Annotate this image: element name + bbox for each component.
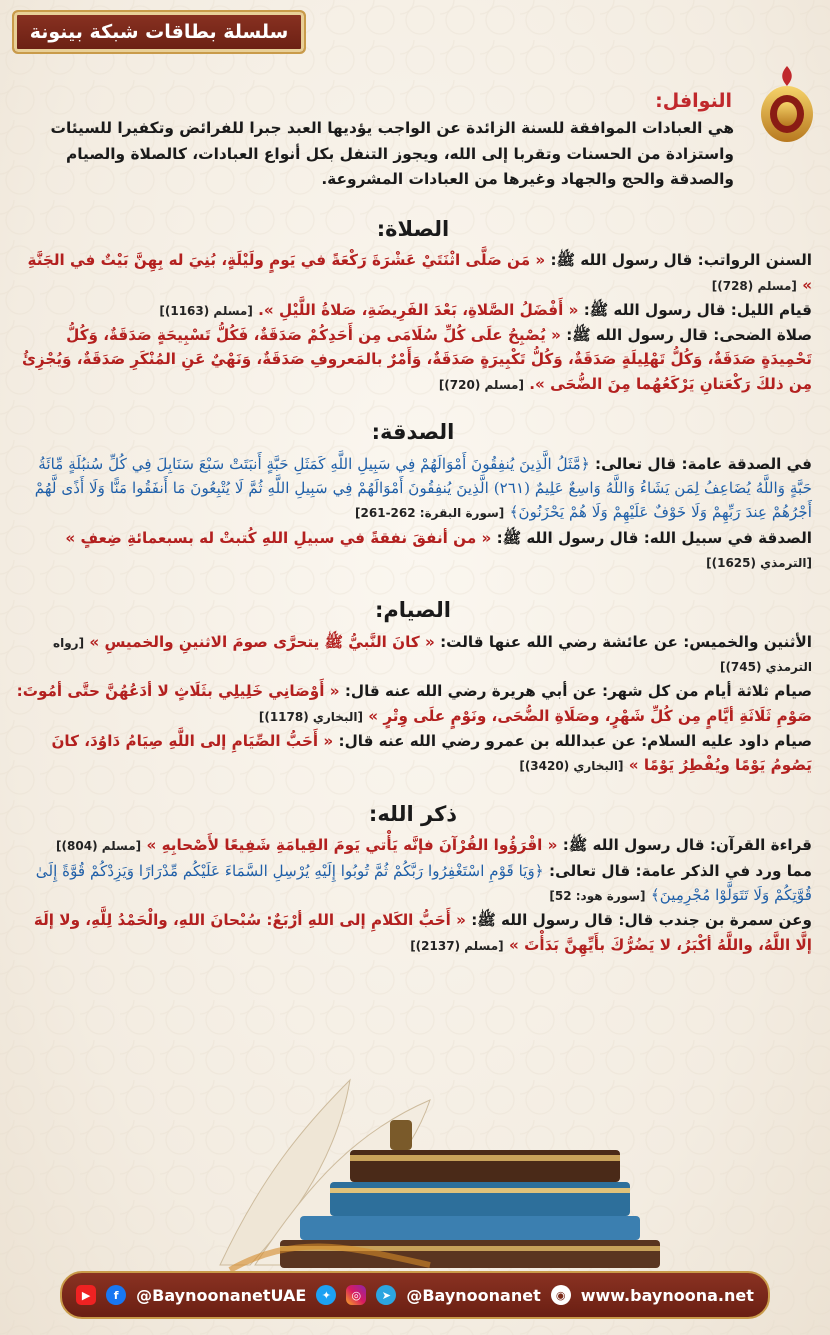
footer-handle[interactable]: @Baynoonanet xyxy=(406,1285,541,1305)
intro-body: هي العبادات الموافقة للسنة الزائدة عن الواجب يؤديها العبد جبرا للفرائض وتكفيرا للسيئات واستزادة من الحسنات وتقربا إلى الله، ويجوز التنفل بكل أنواع العبادات، كالصلاة والصيام والصدقة والحج والجهاد وغيرها من العبادات المشروعة. xyxy=(50,119,734,189)
series-title: سلسلة بطاقات شبكة بينونة xyxy=(29,21,289,43)
section-title-dhikr: ذكر الله: xyxy=(368,801,458,826)
content xyxy=(14,86,812,958)
footer-handle-uae[interactable]: @BaynoonanetUAE xyxy=(136,1285,307,1305)
section-title-fasting: الصيام: xyxy=(374,598,452,623)
section-title-charity: الصدقة: xyxy=(371,420,455,445)
list-item: الأثنين والخميس: عن عائشة رضي الله عنها قالت: « كانَ النَّبيُّ ﷺ يتحرَّى صومَ الاثنينِ والخميسِ » [رواه الترمذي (745)] xyxy=(53,632,812,675)
section-title-prayer: الصلاة: xyxy=(376,216,450,241)
facebook-icon[interactable]: f xyxy=(106,1285,126,1305)
books-quill-illustration xyxy=(100,1060,700,1275)
list-item: السنن الرواتب: قال رسول الله ﷺ: « مَن صَلَّى اثْنَتَيْ عَشْرَةَ رَكْعَةً في يَومٍ ولَيْلَةٍ، بُنِيَ له بِهِنَّ بَيْتٌ في الجَنَّةِ » [مسلم (728)] xyxy=(27,251,812,294)
telegram-icon[interactable]: ➤ xyxy=(376,1285,396,1305)
youtube-icon[interactable]: ▶ xyxy=(76,1285,96,1305)
instagram-icon[interactable]: ◎ xyxy=(346,1285,366,1305)
list-item: مما ورد في الذكر عامة: قال تعالى: ﴿وَيَا قَوْمِ اسْتَغْفِرُوا رَبَّكُمْ ثُمَّ تُوبُوا إِلَيْهِ يُرْسِلِ السَّمَاءَ عَلَيْكُم مِّدْرَارًا وَيَزِدْكُمْ قُوَّةً إِلَىٰ قُوَّتِكُمْ وَلَا تَتَوَلَّوْا مُجْرِمِينَ﴾ [سورة هود: 52] xyxy=(35,861,812,904)
footer-bar xyxy=(60,1271,770,1319)
web-icon[interactable]: ◉ xyxy=(551,1285,571,1305)
series-title-badge xyxy=(12,10,306,54)
list-item: وعن سمرة بن جندب قال: قال رسول الله ﷺ: « أَحَبُّ الكَلامِ إلى اللهِ أرْبَعٌ: سُبْحانَ اللهِ، والْحَمْدُ لِلَّهِ، ولا إلَهَ إلَّا اللَّهُ، واللَّهُ أكْبَرُ، لا يَضُرُّكَ بأَيِّهِنَّ بَدَأْتَ » [مسلم (2137)] xyxy=(33,911,812,954)
twitter-icon[interactable]: ✦ xyxy=(316,1285,336,1305)
list-item: قيام الليل: قال رسول الله ﷺ: « أَفْضَلُ الصَّلاةِ، بَعْدَ الفَرِيضَةِ، صَلاةُ اللَّيْلِ ». [مسلم (1163)] xyxy=(159,300,812,319)
footer-website[interactable]: www.baynoona.net xyxy=(580,1285,754,1305)
list-item: صلاة الضحى: قال رسول الله ﷺ: « يُصْبِحُ علَى كُلِّ سُلَامَى مِن أَحَدِكُمْ صَدَقَةٌ، فَكُلُّ تَسْبِيحَةٍ صَدَقَةٌ، وَكُلُّ تَحْمِيدَةٍ صَدَقَةٌ، وَكُلُّ تَهْلِيلَةٍ صَدَقَةٌ، وَكُلُّ تَكْبِيرَةٍ صَدَقَةٌ، وَأَمْرٌ بالمَعروفِ صَدَقَةٌ، وَنَهْيٌ عَنِ المُنْكَرِ صَدَقَةٌ، وَيُجْزِئُ مِن ذلكَ رَكْعَتانِ يَرْكَعُهُما مِنَ الضُّحَى ». [مسلم (720)] xyxy=(22,326,812,393)
list-item: في الصدقة عامة: قال تعالى: ﴿مَّثَلُ الَّذِينَ يُنفِقُونَ أَمْوَالَهُمْ فِي سَبِيلِ اللَّهِ كَمَثَلِ حَبَّةٍ أَنبَتَتْ سَبْعَ سَنَابِلَ فِي كُلِّ سُنبُلَةٍ مِّائَةُ حَبَّةٍ وَاللَّهُ يُضَاعِفُ لِمَن يَشَاءُ وَاللَّهُ وَاسِعٌ عَلِيمٌ (٢٦١) الَّذِينَ يُنفِقُونَ أَمْوَالَهُمْ فِي سَبِيلِ اللَّهِ ثُمَّ لَا يُتْبِعُونَ مَا أَنفَقُوا مَنًّا وَلَا أَذًى لَّهُمْ أَجْرُهُمْ عِندَ رَبِّهِمْ وَلَا خَوْفٌ عَلَيْهِمْ وَلَا هُمْ يَحْزَنُونَ﴾ [سورة البقرة: 262-261] xyxy=(34,454,812,522)
list-item: الصدقة في سبيل الله: قال رسول الله ﷺ: « من أنفقَ نفقةً في سبيلِ اللهِ كُتبتْ له بسبعمائةِ ضِعفٍ » [الترمذي (1625)] xyxy=(65,528,812,570)
list-item: قراءة القرآن: قال رسول الله ﷺ: « اقْرَؤُوا القُرْآنَ فإنَّه يَأْتي يَومَ القِيامَةِ شَفِيعًا لأَصْحابِهِ » [مسلم (804)] xyxy=(56,836,812,855)
intro-title: النوافل: xyxy=(655,90,732,112)
list-item: صيام داود عليه السلام: عن عبدالله بن عمرو رضي الله عنه قال: « أَحَبُّ الصِّيَامِ إلى اللَّهِ صِيَامُ دَاوُدَ، كانَ يَصُومُ يَوْمًا ويُفْطِرُ يَوْمًا » [البخاري (3420)] xyxy=(51,732,812,775)
list-item: صيام ثلاثة أيام من كل شهر: عن أبي هريرة رضي الله عنه قال: « أَوْصَانِي خَلِيلِي بثَلَاثٍ لا أدَعُهُنَّ حتَّى أمُوتَ: صَوْمِ ثَلَاثَةِ أيَّامٍ مِن كُلِّ شَهْرٍ، وصَلَاةِ الضُّحَى، ونَوْمٍ علَى وِتْرٍ » [البخاري (1178)] xyxy=(16,682,812,725)
